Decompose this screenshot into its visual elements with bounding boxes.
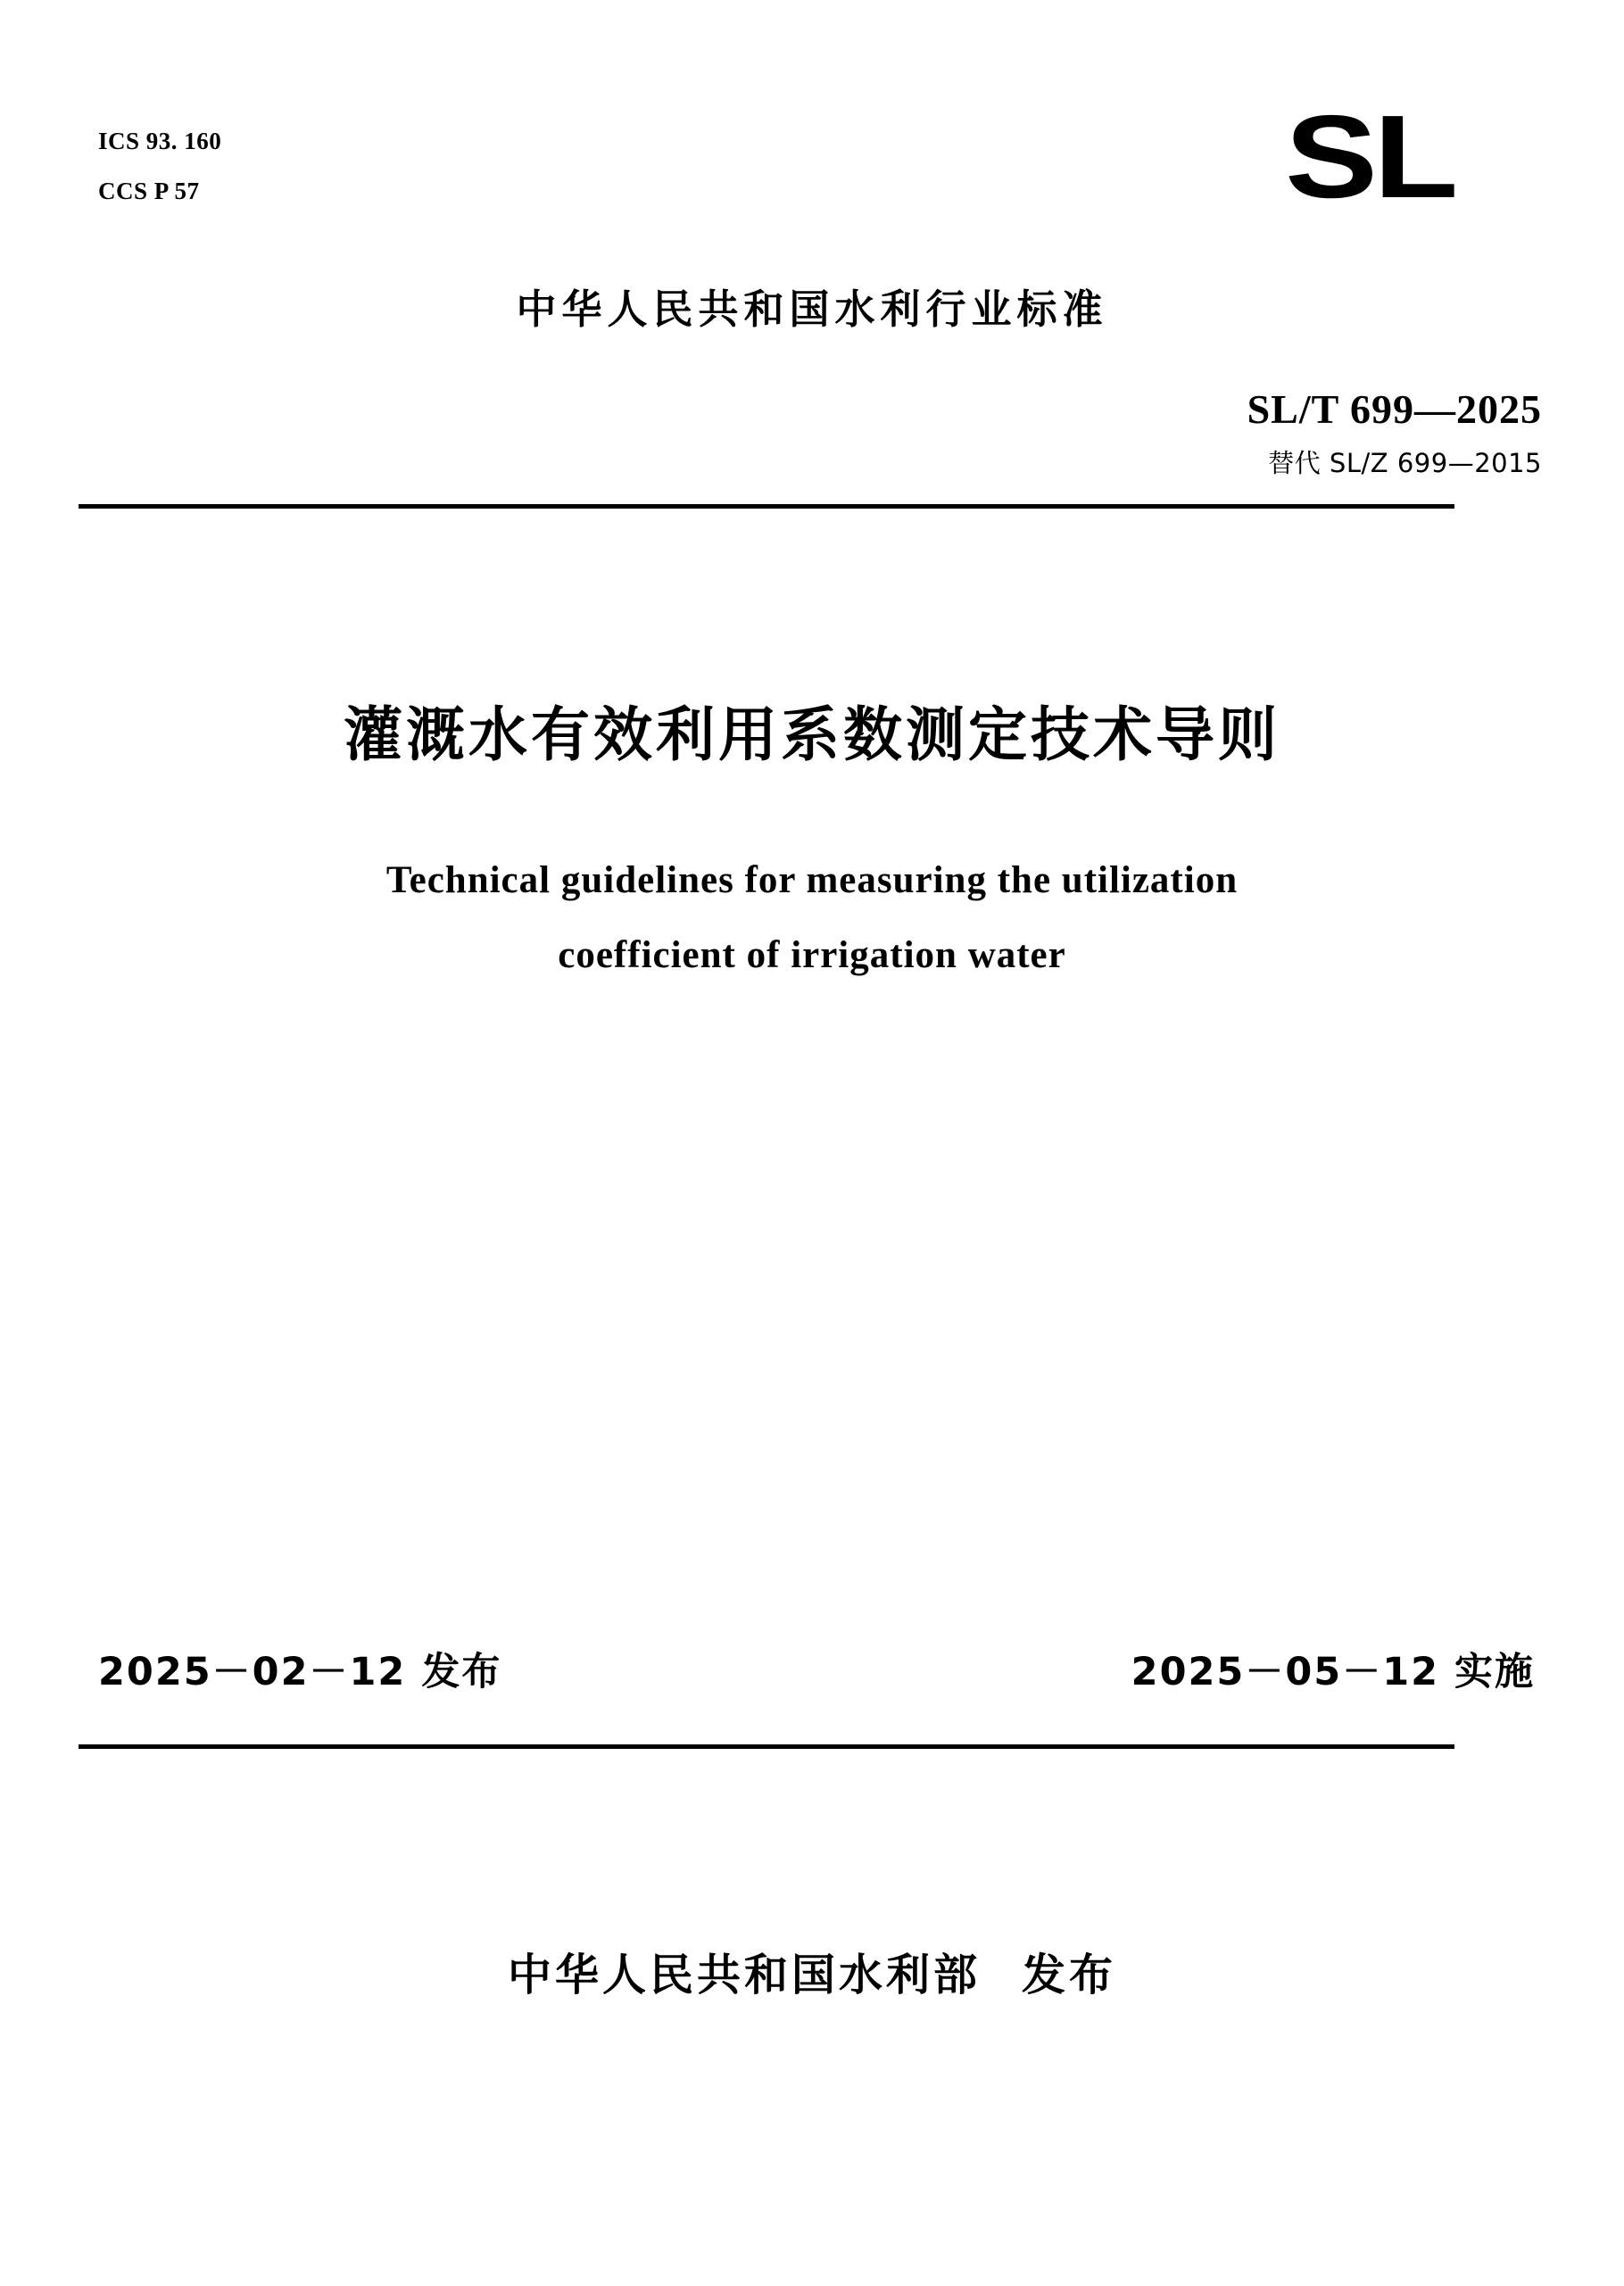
divider-top xyxy=(79,504,1454,509)
page-title-english-line1: Technical guidelines for measuring the utilization xyxy=(385,859,1239,901)
standard-family-title: 中华人民共和国水利行业标准 xyxy=(516,286,1108,333)
page-title: 灌溉水有效利用系数测定技术导则 xyxy=(344,700,1280,769)
header-row xyxy=(89,91,1535,259)
effective-date: 2025－05－12 实施 xyxy=(1131,1650,1535,1694)
page-title-english xyxy=(0,843,1624,993)
publisher-action: 发布 xyxy=(1022,1950,1117,2000)
page-title-english-line2: coefficient of irrigation water xyxy=(558,934,1066,976)
divider-bottom xyxy=(79,1744,1454,1749)
classification-codes xyxy=(98,116,221,216)
publisher-name: 中华人民共和国水利部 xyxy=(507,1950,981,2000)
standard-replaces: 替代 SL/Z 699—2015 xyxy=(1268,448,1542,478)
publisher xyxy=(0,1941,1624,2003)
issue-date: 2025－02－12 发布 xyxy=(98,1650,502,1694)
standard-number: SL/T 699—2025 xyxy=(1247,386,1542,432)
sl-logo: SL xyxy=(1285,91,1454,222)
ccs-code: CCS P 57 xyxy=(98,178,200,204)
ics-code: ICS 93. 160 xyxy=(98,128,222,154)
